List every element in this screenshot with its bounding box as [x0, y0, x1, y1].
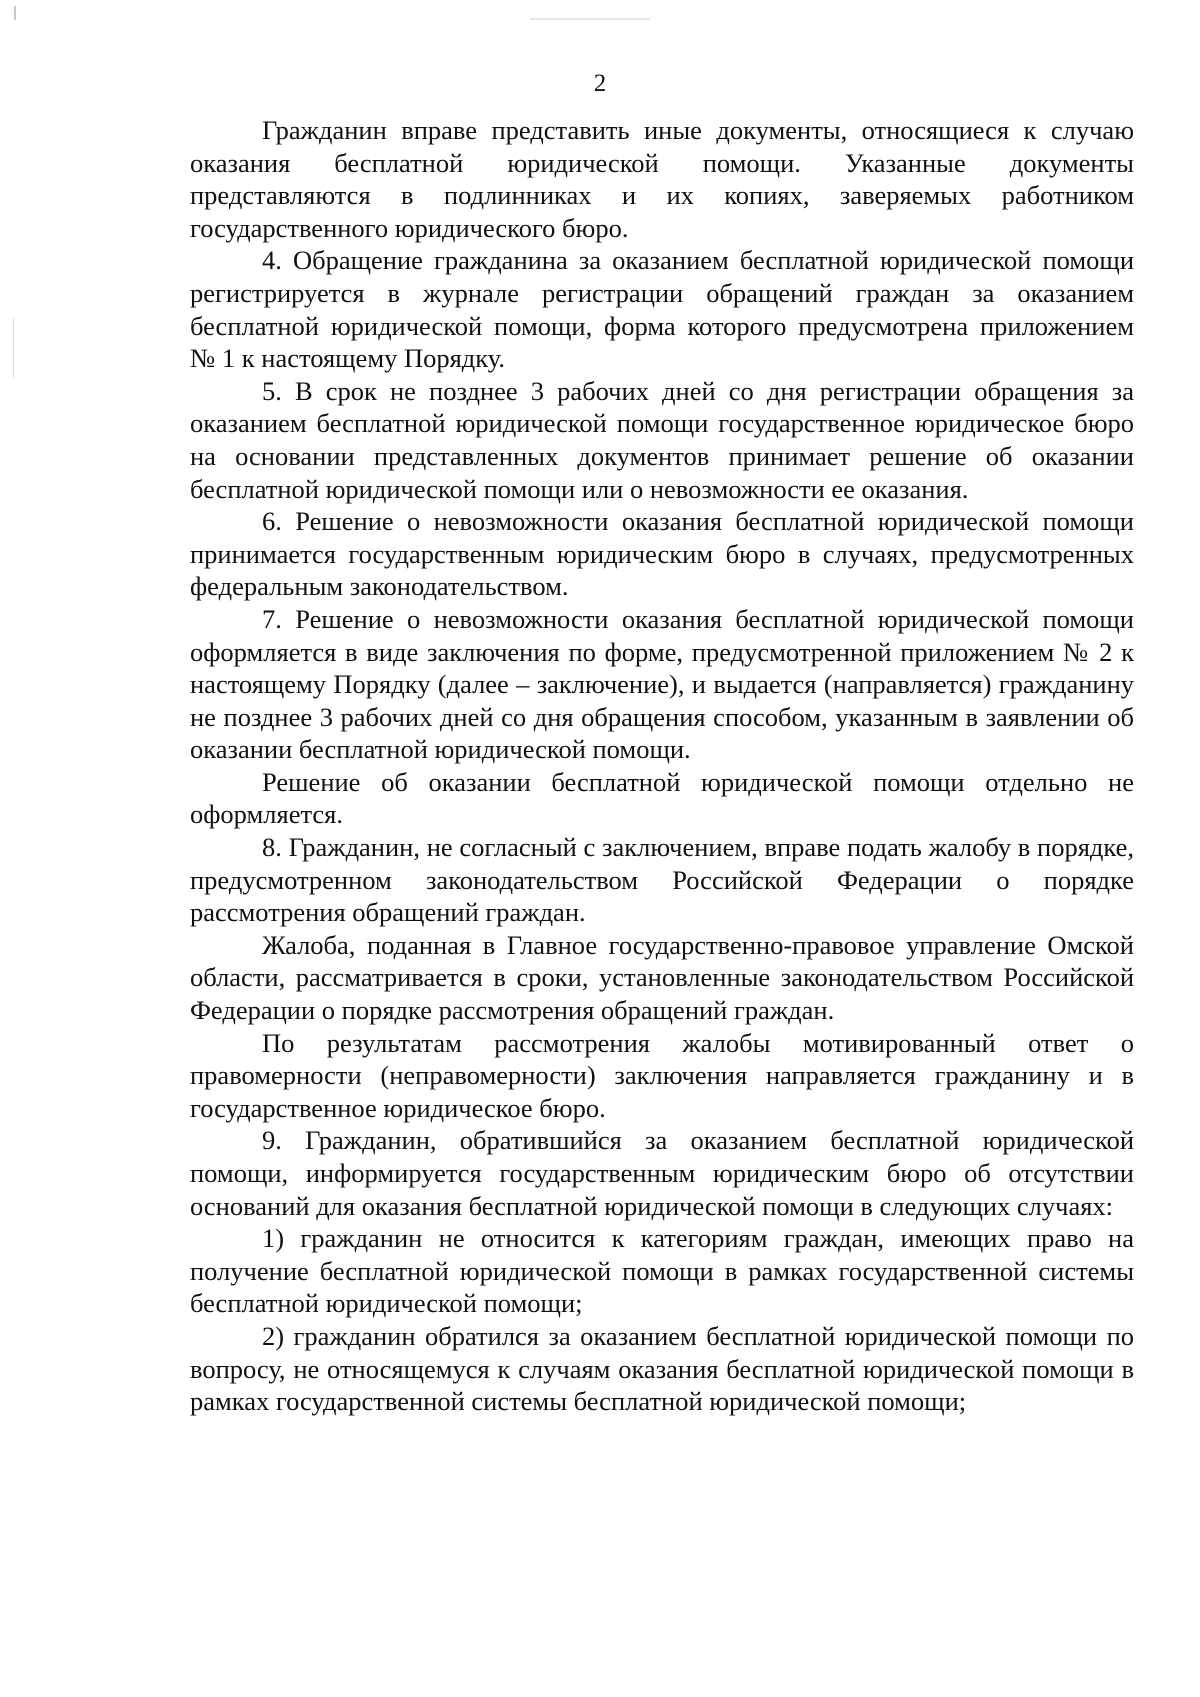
document-body [190, 114, 1134, 1418]
paragraph: 7. Решение о невозможности оказания бесплатной юридической помощи оформляется в виде заключения по форме, предусмотренной приложением № 2 к настоящему Порядку (далее – заключение), и выдается (направляется) гражданину не позднее 3 рабочих дней со дня обращения способом, указанным в заявлении об оказании бесплатной юридической помощи. [190, 603, 1134, 765]
page-number: 2 [593, 70, 607, 97]
paragraph: 1) гражданин не относится к категориям граждан, имеющих право на получение бесплатной юридической помощи в рамках государственной системы бесплатной юридической помощи; [190, 1223, 1134, 1319]
paragraph: 2) гражданин обратился за оказанием бесплатной юридической помощи по вопросу, не относящемуся к случаям оказания бесплатной юридической помощи в рамках государственной системы бесплатной юридической помощи; [190, 1320, 1134, 1417]
paragraph: 5. В срок не позднее 3 рабочих дней со дня регистрации обращения за оказанием бесплатной юридической помощи государственное юридическое бюро на основании представленных документов принимает решение об оказании бесплатной юридической помощи или о невозможности ее оказания. [190, 375, 1134, 504]
paragraph: 9. Гражданин, обратившийся за оказанием бесплатной юридической помощи, информируется государственным юридическим бюро об отсутствии оснований для оказания бесплатной юридической помощи в следующих случаях: [190, 1125, 1134, 1221]
scan-artifact-mark [14, 6, 16, 20]
paragraph: 4. Обращение гражданина за оказанием бесплатной юридической помощи регистрируется в журнале регистрации обращений граждан за оказанием бесплатной юридической помощи, форма которого предусмотрена приложением № 1 к настоящему Порядку. [190, 245, 1134, 374]
scan-artifact-noise [530, 18, 650, 20]
scan-artifact-line [13, 318, 14, 378]
paragraph: 8. Гражданин, не согласный с заключением, вправе подать жалобу в порядке, предусмотренном законодательством Российской Федерации о порядке рассмотрения обращений граждан. [190, 832, 1134, 928]
paragraph: Решение об оказании бесплатной юридической помощи отдельно не оформляется. [190, 766, 1134, 830]
paragraph: По результатам рассмотрения жалобы мотивированный ответ о правомерности (неправомерности) заключения направляется гражданину и в государственное юридическое бюро. [190, 1027, 1134, 1123]
paragraph: Гражданин вправе представить иные документы, относящиеся к случаю оказания бесплатной юридической помощи. Указанные документы представляются в подлинниках и их копиях, заверяемых работником государственного юридического бюро. [190, 115, 1134, 243]
paragraph: Жалоба, поданная в Главное государственно-правовое управление Омской области, рассматривается в сроки, установленные законодательством Российской Федерации о порядке рассмотрения обращений граждан. [190, 929, 1134, 1026]
paragraph: 6. Решение о невозможности оказания бесплатной юридической помощи принимается государственным юридическим бюро в случаях, предусмотренных федеральным законодательством. [190, 506, 1134, 602]
